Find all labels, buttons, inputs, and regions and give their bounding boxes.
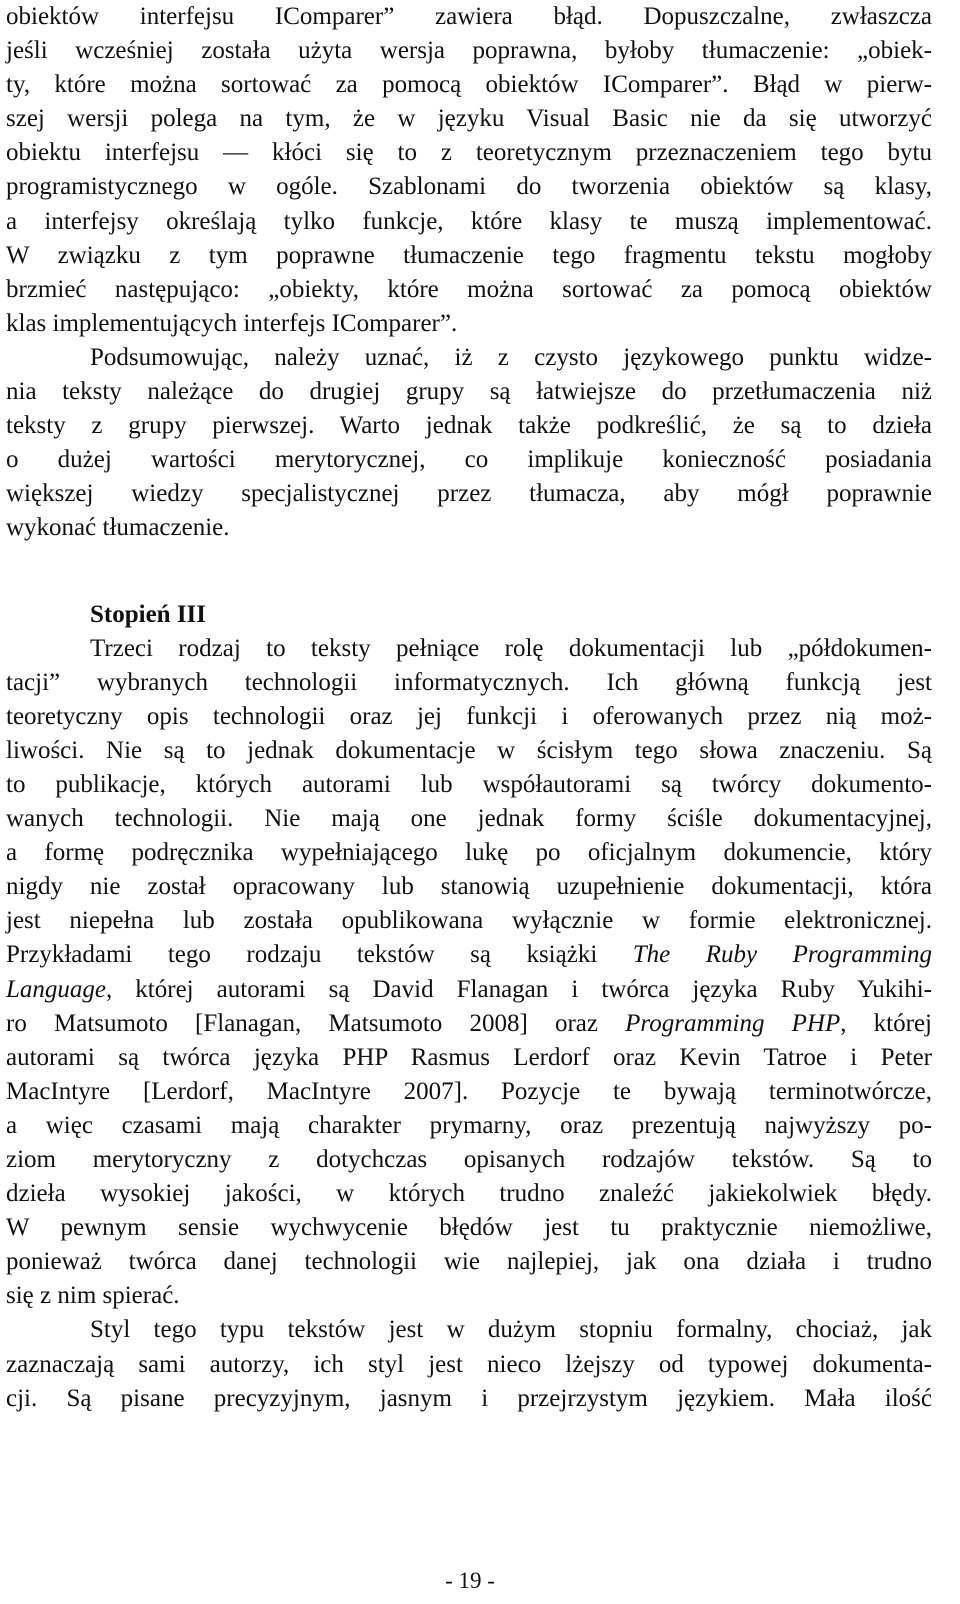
text-run: ro Matsumoto [Flanagan, Matsumoto 2008] oraz <box>6 1009 626 1037</box>
text-line: szej wersji polega na tym, że w języku Visual Basic nie da się utworzyć <box>6 105 932 133</box>
text-line: obiektu interfejsu — kłóci się to z teoretycznym przeznaczeniem tego bytu <box>6 139 932 167</box>
text-line: nigdy nie został opracowany lub stanowią uzupełnienie dokumentacji, która <box>6 873 932 901</box>
text-line: tacji” wybranych technologii informatycznych. Ich główną funkcją jest <box>6 668 932 696</box>
text-line: teoretyczny opis technologii oraz jej funkcji i oferowanych przez nią moż- <box>6 702 932 730</box>
text-line: wykonać tłumaczenie. <box>6 514 230 542</box>
text-line: się z nim spierać. <box>6 1282 180 1310</box>
text-line: zaznaczają sami autorzy, ich styl jest nieco lżejszy od typowej dokumenta- <box>6 1350 932 1378</box>
text-line: MacIntyre [Lerdorf, MacIntyre 2007]. Pozycje te bywają terminotwórcze, <box>6 1077 932 1105</box>
book-title: The Ruby Programming <box>632 941 932 969</box>
text-line: jest niepełna lub została opublikowana wyłącznie w formie elektronicznej. <box>6 907 932 935</box>
text-line: a formę podręcznika wypełniającego lukę po oficjalnym dokumencie, który <box>6 839 932 867</box>
text-run: Przykładami tego rodzaju tekstów są książki <box>6 941 633 969</box>
text-line: programistycznego w ogóle. Szablonami do tworzenia obiektów są klasy, <box>6 173 932 201</box>
text-line: cji. Są pisane precyzyjnym, jasnym i przejrzystym językiem. Mała ilość <box>6 1384 932 1412</box>
text-line: wanych technologii. Nie mają one jednak formy ściśle dokumentacyjnej, <box>6 805 932 833</box>
text-line: a więc czasami mają charakter prymarny, oraz prezentują najwyższy po- <box>6 1111 932 1139</box>
text-line: ty, które można sortować za pomocą obiektów IComparer”. Błąd w pierw- <box>6 71 932 99</box>
paragraph-1 <box>6 0 932 341</box>
text-line: W związku z tym poprawne tłumaczenie tego fragmentu tekstu mogłoby <box>6 241 932 269</box>
text-line: ziom merytoryczny z dotychczas opisanych rodzajów tekstów. Są to <box>6 1146 932 1173</box>
text-line: ponieważ twórca danej technologii wie najlepiej, jak ona działa i trudno <box>6 1248 932 1276</box>
text-line <box>6 938 932 972</box>
paragraph-3 <box>6 632 932 1314</box>
text-line: Podsumowując, należy uznać, iż z czysto językowego punktu widze- <box>90 343 932 371</box>
text-line <box>6 1007 932 1041</box>
text-line: W pewnym sensie wychwycenie błędów jest tu praktycznie niemożliwe, <box>6 1214 932 1242</box>
text-line: autorami są twórca języka PHP Rasmus Lerdorf oraz Kevin Tatroe i Peter <box>6 1043 932 1071</box>
text-line: Trzeci rodzaj to teksty pełniące rolę dokumentacji lub „półdokumen- <box>90 634 932 662</box>
book-title: Language <box>6 975 106 1003</box>
text-line: jeśli wcześniej została użyta wersja poprawna, byłoby tłumaczenie: „obiek- <box>6 37 932 65</box>
book-title: Programming PHP <box>625 1009 841 1037</box>
text-line: większej wiedzy specjalistycznej przez tłumacza, aby mógł poprawnie <box>6 480 932 508</box>
text-line: dzieła wysokiej jakości, w których trudno znaleźć jakiekolwiek błędy. <box>6 1180 932 1208</box>
text-line: liwości. Nie są to jednak dokumentacje w ścisłym tego słowa znaczeniu. Są <box>6 736 932 764</box>
text-run: , której autorami są David Flanagan i twórca języka Ruby Yukihi- <box>106 975 932 1003</box>
text-run: , której <box>840 1009 932 1037</box>
text-line: Styl tego typu tekstów jest w dużym stopniu formalny, chociaż, jak <box>90 1316 932 1344</box>
text-line: brzmieć następująco: „obiekty, które można sortować za pomocą obiektów <box>6 275 932 303</box>
text-line: obiektów interfejsu IComparer” zawiera błąd. Dopuszczalne, zwłaszcza <box>6 3 932 30</box>
text-line: to publikacje, których autorami lub współautorami są twórcy dokumento- <box>6 770 932 798</box>
text-line <box>6 973 932 1007</box>
section-spacer <box>6 546 932 598</box>
paragraph-4 <box>6 1313 932 1415</box>
document-page <box>6 0 932 1416</box>
paragraph-2 <box>6 341 932 546</box>
text-line: nia teksty należące do drugiej grupy są łatwiejsze do przetłumaczenia niż <box>6 378 932 406</box>
section-heading: Stopień III <box>90 600 207 628</box>
text-line: klas implementujących interfejs IComparer”. <box>6 309 458 337</box>
text-line: o dużej wartości merytorycznej, co implikuje konieczność posiadania <box>6 446 932 474</box>
text-line: teksty z grupy pierwszej. Warto jednak także podkreślić, że są to dzieła <box>6 412 932 440</box>
text-line: a interfejsy określają tylko funkcje, które klasy te muszą implementować. <box>6 207 932 235</box>
page-number: - 19 - <box>445 1568 495 1593</box>
